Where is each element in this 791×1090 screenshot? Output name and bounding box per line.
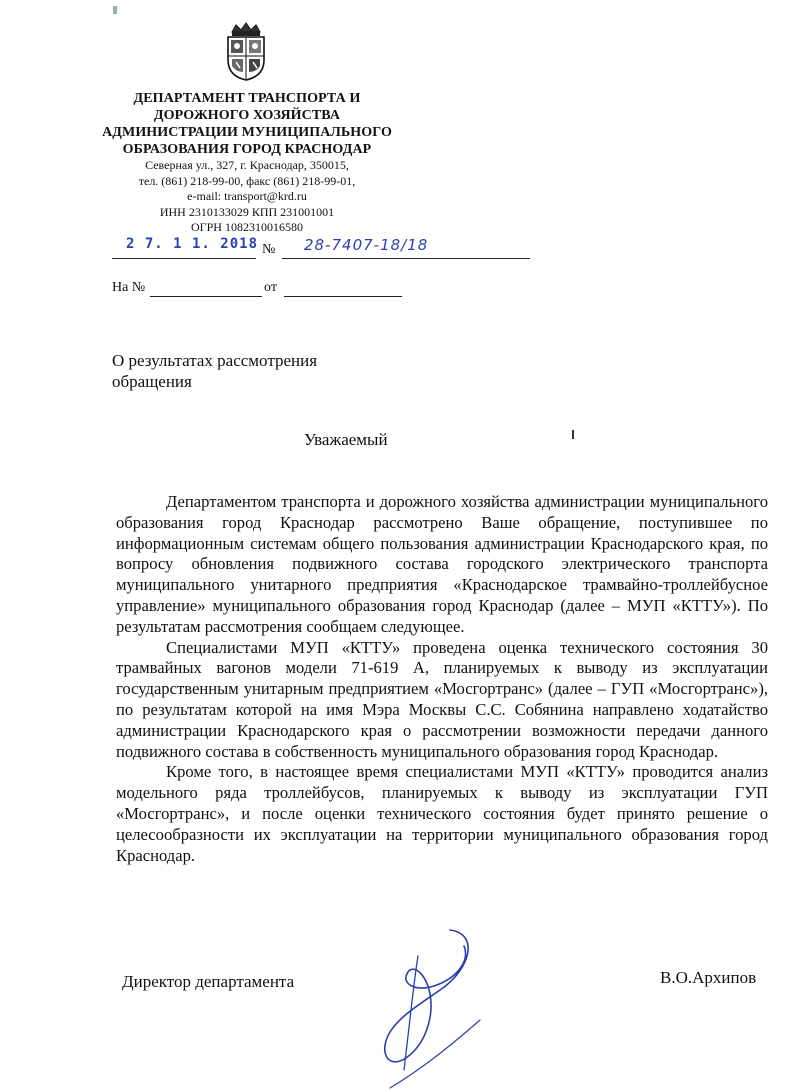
redacted-name [392,434,562,448]
body-paragraph: Департаментом транспорта и дорожного хозяйства администрации муниципального образования город Краснодар рассмотрено Ваше обращение, поступившее по информационным системам общего пользования администрации Краснодарского края, по вопросу обновления подвижного состава городского электрического транспорта муниципального унитарного предприятия «Краснодарское трамвайно-троллейбусное управление» муниципального образования город Краснодар (далее – МУП «КТТУ»). По результатам рассмотрения сообщаем следующее. [116,492,768,636]
body-paragraph: Специалистами МУП «КТТУ» проведена оценка технического состояния 30 трамвайных вагонов модели 71-619 А, планируемых к выводу из эксплуатации государственным унитарным предприятием «Мосгортранс» (далее – ГУП «Мосгортранс»), по результатам которой на имя Мэра Москвы С.С. Собянина направлено ходатайство администрации Краснодарского края о рассмотрении возможности передачи данного подвижного состава в собственность муниципального образования город Краснодар. [116,637,768,761]
reply-reference-row [112,280,412,302]
reply-from-label: от [264,280,277,295]
body-paragraph: Кроме того, в настоящее время специалистами МУП «КТТУ» проводится анализ модельного ряда троллейбусов, планируемых к выводу из эксплуатации ГУП «Мосгортранс», и после оценки технического состояния будет принято решение о целесообразности их эксплуатации на территории муниципального образования город Краснодар. [116,762,768,865]
subject-line: О результатах рассмотрения [112,351,318,370]
department-name [92,90,402,158]
reply-number-label: На № [112,280,146,295]
subject-line: обращения [112,372,192,391]
scan-mark [572,430,574,439]
greeting-text: Уважаемый [304,430,388,449]
address-line: Северная ул., 327, г. Краснодар, 350015, [145,158,349,172]
department-line: АДМИНИСТРАЦИИ МУНИЦИПАЛЬНОГО [102,125,392,140]
ogrn-line: ОГРН 1082310016580 [191,220,303,234]
greeting [304,430,562,450]
letter-body [116,492,768,866]
department-line: ДЕПАРТАМЕНТ ТРАНСПОРТА И [133,91,361,106]
krasnodar-coat-of-arms-icon [222,22,270,82]
outgoing-number: 28-7407-18/18 [304,236,429,254]
department-line: ДОРОЖНОГО ХОЗЯЙСТВА [153,108,341,123]
department-line: ОБРАЗОВАНИЯ ГОРОД КРАСНОДАР [122,142,372,157]
handwritten-signature-icon [330,920,510,1090]
date-stamp: 2 7. 1 1. 2018 [126,236,259,252]
date-underline [112,258,256,259]
letter-subject [112,350,412,392]
scan-mark [113,6,117,14]
signatory-title: Директор департамента [122,972,295,991]
number-sign: № [262,242,276,257]
phone-line: тел. (861) 218-99-00, факс (861) 218-99-01, [138,173,356,188]
reply-number-blank [150,296,262,297]
registration-row [112,236,432,264]
inn-kpp-line: ИНН 2310133029 КПП 231001001 [159,204,335,219]
email-line: e-mail: transport@krd.ru [187,189,307,203]
reply-date-blank [284,296,402,297]
signatory-name: В.О.Архипов [660,968,757,987]
number-underline [282,258,530,259]
department-contacts [92,158,402,236]
